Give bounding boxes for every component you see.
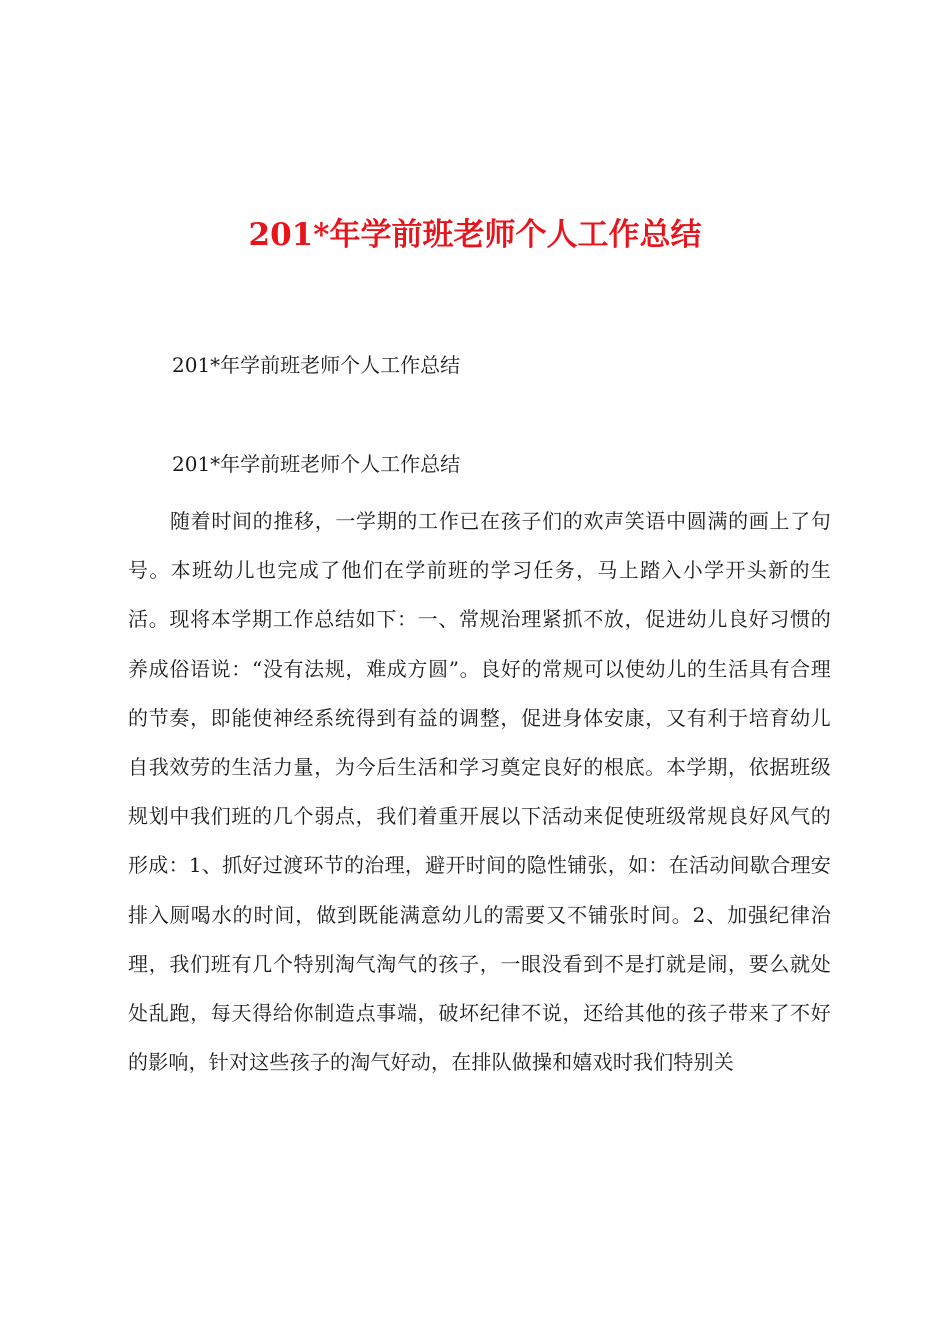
document-body-paragraph: 随着时间的推移，一学期的工作已在孩子们的欢声笑语中圆满的画上了句号。本班幼儿也完成了他们在学前班的学习任务，马上踏入小学开头新的生活。现将本学期工作总结如下：一、常规治理紧抓不放，促进幼儿良好习惯的养成俗语说：“没有法规，难成方圆”。良好的常规可以使幼儿的生活具有合理的节奏，即能使神经系统得到有益的调整，促进身体安康，又有利于培育幼儿自我效劳的生活力量，为今后生活和学习奠定良好的根底。本学期，依据班级规划中我们班的几个弱点，我们着重开展以下活动来促使班级常规良好风气的形成：1、抓好过渡环节的治理，避开时间的隐性铺张，如：在活动间歇合理安排入厕喝水的时间，做到既能满意幼儿的需要又不铺张时间。2、加强纪律治理，我们班有几个特别淘气淘气的孩子，一眼没看到不是打就是闹，要么就处处乱跑，每天得给你制造点事端，破坏纪律不说，还给其他的孩子带来了不好的影响，针对这些孩子的淘气好动，在排队做操和嬉戏时我们特别关 xyxy=(128,509,831,1075)
document-subtitle-2: 201*年学前班老师个人工作总结 xyxy=(172,452,461,476)
document-title: 201*年学前班老师个人工作总结 xyxy=(248,217,702,253)
document-subtitle-1: 201*年学前班老师个人工作总结 xyxy=(172,353,461,377)
